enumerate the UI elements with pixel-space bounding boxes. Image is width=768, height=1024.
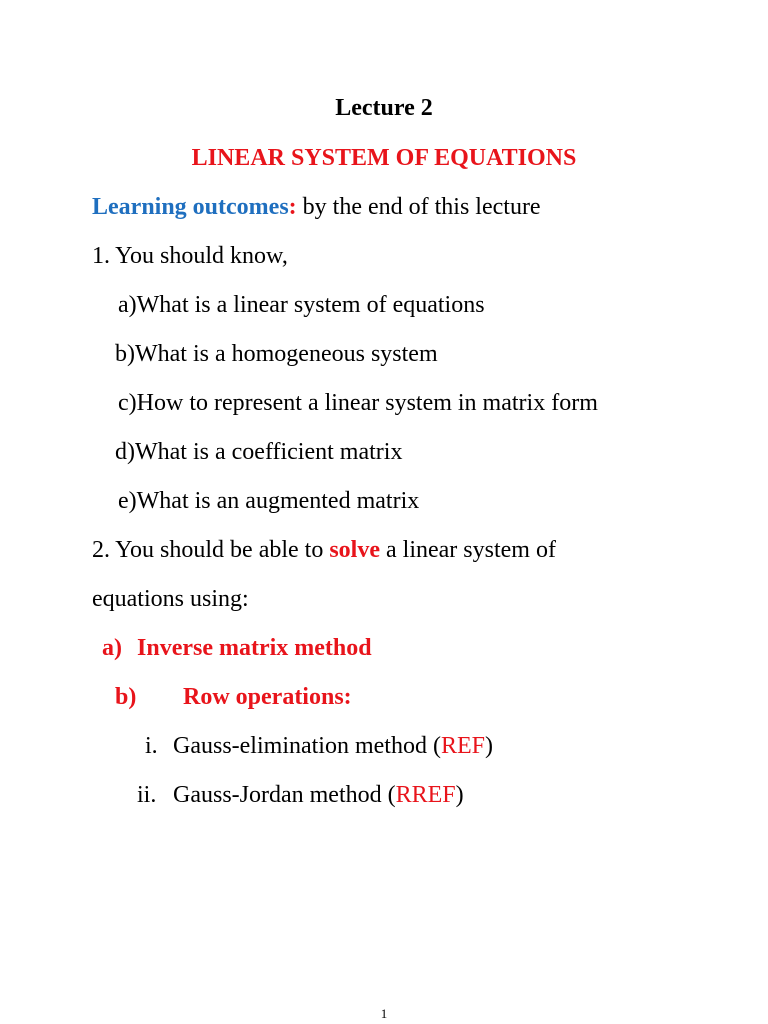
topic-title: LINEAR SYSTEM OF EQUATIONS	[191, 145, 577, 171]
list-item-marker: e)	[118, 488, 137, 514]
page-number: 1	[380, 1006, 388, 1021]
learning-outcomes-text: by the end of this lecture	[296, 194, 541, 220]
row-method-marker: ii.	[137, 782, 157, 808]
method-text: Inverse matrix method	[137, 635, 372, 661]
solve-continuation: equations using:	[92, 586, 249, 612]
learning-outcomes-colon: :	[288, 194, 297, 220]
method-item	[115, 682, 352, 712]
list-item	[118, 388, 598, 418]
list-item-marker: a)	[118, 292, 137, 318]
row-method-close: )	[455, 782, 464, 808]
list-item-marker: d)	[115, 439, 135, 465]
list-item	[118, 290, 485, 320]
list-item-text: What is a homogeneous system	[135, 341, 438, 367]
list-item	[115, 437, 402, 467]
row-method-abbr: RREF	[395, 782, 456, 808]
solve-suffix: a linear system of	[380, 537, 556, 563]
solve-emphasis: solve	[329, 537, 381, 563]
list-item-marker: b)	[115, 341, 135, 367]
list-item	[118, 486, 419, 516]
list-item-text: What is a coefficient matrix	[135, 439, 403, 465]
method-marker: b)	[115, 684, 137, 710]
row-method-abbr: REF	[440, 733, 485, 759]
list-item	[115, 339, 438, 369]
list-item-text: What is an augmented matrix	[136, 488, 420, 514]
row-method-marker: i.	[145, 733, 158, 759]
know-heading: 1. You should know,	[92, 243, 288, 269]
method-text: Row operations:	[183, 684, 352, 710]
row-method-text: Gauss-Jordan method (	[173, 782, 396, 808]
learning-outcomes-label: Learning outcomes	[92, 194, 289, 220]
method-marker: a)	[102, 635, 122, 661]
row-method-item	[145, 731, 493, 761]
solve-line	[92, 535, 556, 565]
row-method-text: Gauss-elimination method (	[173, 733, 441, 759]
method-item	[102, 633, 372, 663]
row-method-item	[137, 780, 464, 810]
learning-outcomes-line	[92, 192, 541, 222]
row-method-close: )	[484, 733, 493, 759]
lecture-title: Lecture 2	[335, 95, 433, 121]
list-item-text: What is a linear system of equations	[136, 292, 485, 318]
list-item-marker: c)	[118, 390, 137, 416]
list-item-text: How to represent a linear system in matrix form	[136, 390, 598, 416]
solve-prefix: 2. You should be able to	[92, 537, 330, 563]
